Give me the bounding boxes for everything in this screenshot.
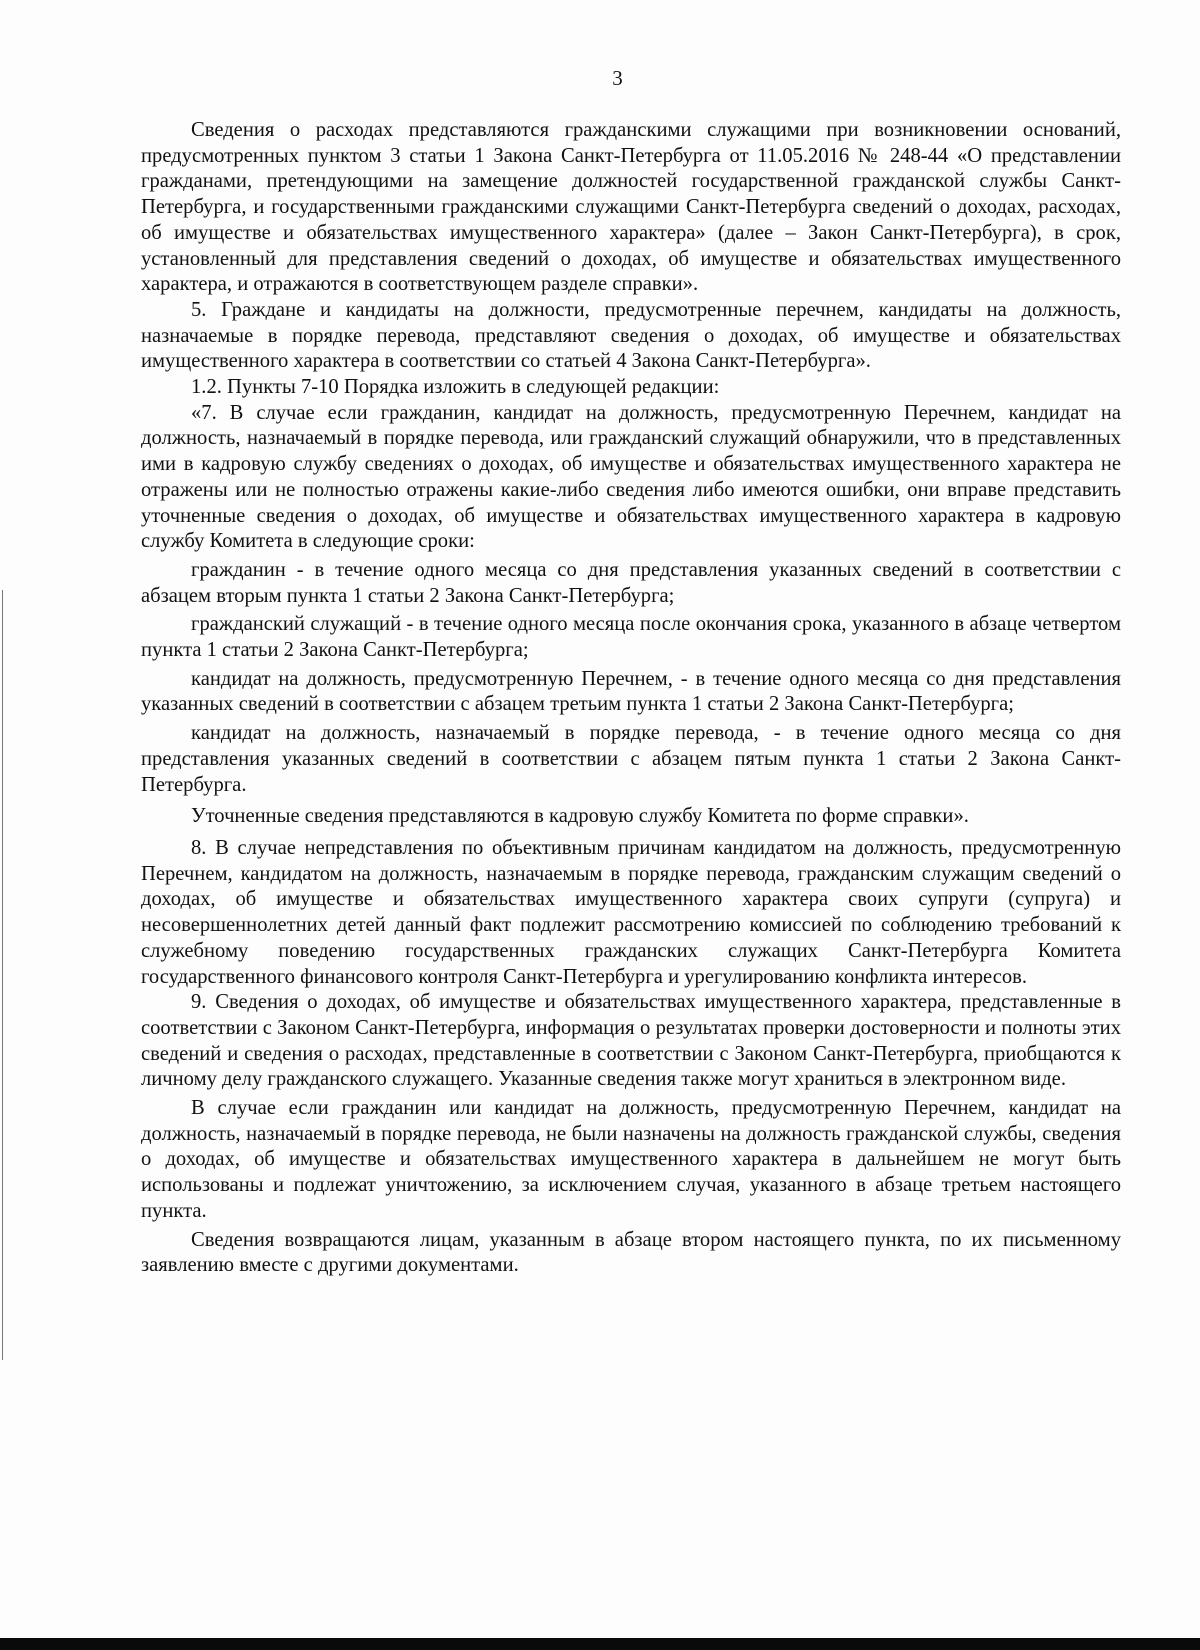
paragraph-return-info: Сведения возвращаются лицам, указанным в абзаце втором настоящего пункта, по их письменному заявлению вместе с другими документами. — [141, 1228, 1121, 1277]
paragraph-item-5: 5. Граждане и кандидаты на должности, предусмотренные перечнем, кандидаты на должность, назначаемые в порядке перевода, представляют сведения о доходах, об имуществе и обязательствах имущественного характера в соответствии со статьей 4 Закона Санкт-Петербурга». — [141, 298, 1121, 373]
scan-edge-mark — [2, 590, 3, 1360]
paragraph-deadline-candidate-transfer: кандидат на должность, назначаемый в порядке перевода, - в течение одного месяца со дня представления указанных сведений в соответствии с абзацем пятым пункта 1 статьи 2 Закона Санкт-Петербурга. — [141, 722, 1121, 796]
document-body — [141, 118, 1121, 1279]
paragraph-not-appointed: В случае если гражданин или кандидат на должность, предусмотренную Перечнем, кандидат на должность, назначаемый в порядке перевода, не были назначены на должность гражданской службы, сведения о доходах, об имуществе и обязательствах имущественного характера в дальнейшем не могут быть использованы и подлежат уничтожению, за исключением случая, указанного в абзаце третьем настоящего пункта. — [141, 1097, 1121, 1222]
paragraph-deadline-civil-servant: гражданский служащий - в течение одного месяца после окончания срока, указанного в абзаце четвертом пункта 1 статьи 2 Закона Санкт-Петербурга; — [141, 613, 1121, 662]
page-number: 3 — [612, 66, 623, 90]
scan-bottom-border — [0, 1638, 1200, 1650]
paragraph-clarified-info: Уточненные сведения представляются в кадровую службу Комитета по форме справки». — [191, 805, 969, 828]
paragraph-deadline-candidate-list: кандидат на должность, предусмотренную Перечнем, - в течение одного месяца со дня представления указанных сведений в соответствии с абзацем третьим пункта 1 статьи 2 Закона Санкт-Петербурга; — [141, 667, 1121, 716]
paragraph-item-8: 8. В случае непредставления по объективным причинам кандидатом на должность, предусмотренную Перечнем, кандидатом на должность, назначаемым в порядке перевода, гражданским служащим сведений о доходах, об имуществе и обязательствах имущественного характера своих супруги (супруга) и несовершеннолетних детей данный факт подлежит рассмотрению комиссией по соблюдению требований к служебному поведению государственных гражданских служащих Санкт-Петербурга Комитета государственного финансового контроля Санкт-Петербурга и урегулированию конфликта интересов. — [141, 836, 1121, 988]
paragraph-deadline-citizen: гражданин - в течение одного месяца со дня представления указанных сведений в соответствии с абзацем вторым пункта 1 статьи 2 Закона Санкт-Петербурга; — [141, 558, 1121, 607]
paragraph-item-1-2: 1.2. Пункты 7-10 Порядка изложить в следующей редакции: — [191, 376, 720, 399]
paragraph-item-9: 9. Сведения о доходах, об имуществе и обязательствах имущественного характера, представленные в соответствии с Законом Санкт-Петербурга, информация о результатах проверки достоверности и полноты этих сведений и сведения о расходах, представленные в соответствии с Законом Санкт-Петербурга, приобщаются к личному делу гражданского служащего. Указанные сведения также могут храниться в электронном виде. — [141, 991, 1121, 1091]
paragraph-expenses-info: Сведения о расходах представляются гражданскими служащими при возникновении оснований, предусмотренных пунктом 3 статьи 1 Закона Санкт-Петербурга от 11.05.2016 № 248-44 «О представлении гражданами, претендующими на замещение должностей государственной гражданской службы Санкт-Петербурга, и государственными гражданскими служащими Санкт-Петербурга сведений о доходах, расходах, об имуществе и обязательствах имущественного характера» (далее – Закон Санкт-Петербурга), в срок, установленный для представления сведений о доходах, об имуществе и обязательствах имущественного характера, и отражаются в соответствующем разделе справки». — [141, 119, 1121, 296]
paragraph-item-7: «7. В случае если гражданин, кандидат на должность, предусмотренную Перечнем, кандидат на должность, назначаемый в порядке перевода, или гражданский служащий обнаружили, что в представленных ими в кадровую службу сведениях о доходах, об имуществе и обязательствах имущественного характера не отражены или не полностью отражены какие-либо сведения либо имеются ошибки, они вправе представить уточненные сведения о доходах, об имуществе и обязательствах имущественного характера в кадровую службу Комитета в следующие сроки: — [141, 401, 1121, 553]
